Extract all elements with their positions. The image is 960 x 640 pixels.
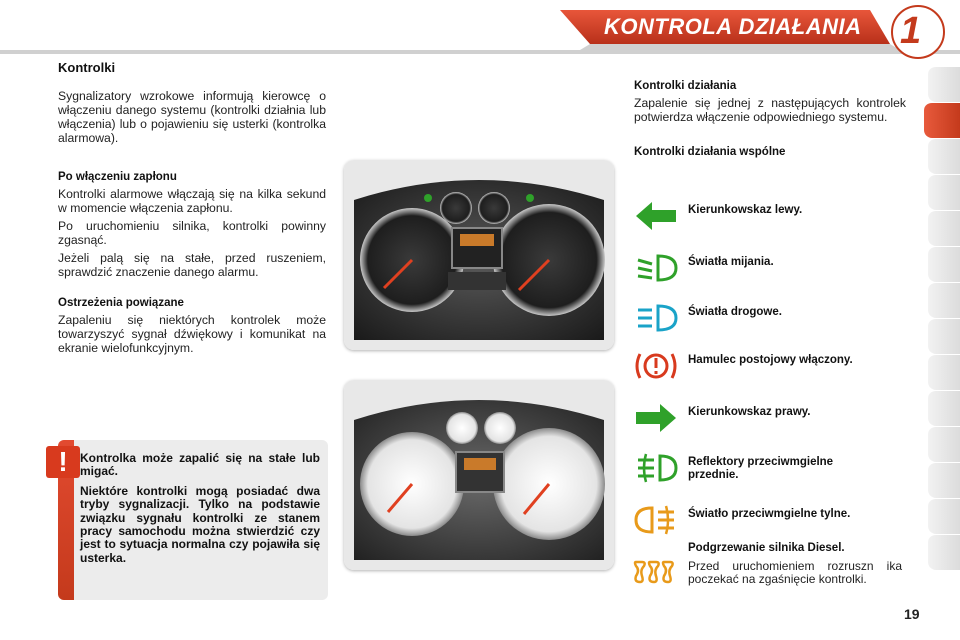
chapter-tab[interactable] bbox=[928, 498, 960, 534]
subsection-title: Po włączeniu zapłonu bbox=[58, 171, 177, 183]
legend-label: Podgrzewanie silnika Diesel. bbox=[688, 542, 845, 554]
chapter-number: 1 bbox=[900, 10, 922, 52]
chapter-tab-active[interactable] bbox=[924, 102, 960, 138]
legend-item bbox=[632, 348, 912, 388]
main-beam-icon bbox=[632, 300, 680, 336]
chapter-tab[interactable] bbox=[928, 534, 960, 570]
warning-text: Niektóre kontrolki mogą posiadać dwa tryby sygnalizacji. Tylko na podstawie związku sygnału kontrolki ze stanem pracy samochodu można stwierdzić czy jest to sytuacja normalna czy pojawiła się usterka. bbox=[80, 483, 320, 565]
exclamation-icon: ! bbox=[46, 446, 80, 478]
chapter-tabs bbox=[928, 66, 960, 576]
chapter-tab[interactable] bbox=[928, 426, 960, 462]
legend-item bbox=[632, 250, 912, 290]
rear-fog-icon bbox=[632, 502, 680, 538]
chapter-tab[interactable] bbox=[928, 354, 960, 390]
paragraph: Jeżeli palą się na stałe, przed ruszeniem, sprawdzić znaczenie danego alarmu. bbox=[58, 251, 326, 279]
legend-item bbox=[632, 400, 912, 440]
legend-label: Reflektory przeciwmgielne przednie. bbox=[688, 456, 834, 481]
legend-label: Kierunkowskaz prawy. bbox=[688, 406, 811, 418]
paragraph: Kontrolki alarmowe włączają się na kilka sekund w momencie włączenia zapłonu. bbox=[58, 187, 326, 215]
paragraph: Po uruchomieniu silnika, kontrolki powinny zgasnąć. bbox=[58, 219, 326, 247]
chapter-tab[interactable] bbox=[928, 390, 960, 426]
legend-item bbox=[632, 450, 912, 490]
section-title: Kontrolki bbox=[58, 60, 116, 75]
chapter-tab[interactable] bbox=[928, 462, 960, 498]
chapter-tab[interactable] bbox=[928, 66, 960, 102]
dipped-beam-icon bbox=[632, 250, 680, 286]
chapter-tab[interactable] bbox=[928, 318, 960, 354]
chapter-tab[interactable] bbox=[928, 174, 960, 210]
subsection-title: Ostrzeżenia powiązane bbox=[58, 297, 184, 309]
chapter-tab[interactable] bbox=[928, 282, 960, 318]
instrument-cluster-photo-dark bbox=[344, 160, 614, 350]
right-column bbox=[634, 80, 906, 162]
legend-label: Światła drogowe. bbox=[688, 306, 782, 318]
legend-label: Hamulec postojowy włączony. bbox=[688, 354, 853, 366]
paragraph: Zapaleniu się niektórych kontrolek może towarzyszyć sygnał dźwiękowy i komunikat na ekranie wielofunkcyjnym. bbox=[58, 313, 326, 355]
intro-text: Sygnalizatory wzrokowe informują kierowcę o włączeniu danego systemu (kontrolki działnia lub włączenia) lub o pojawieniu się usterki (kontrolka alarmowa). bbox=[58, 89, 326, 145]
warning-box bbox=[58, 440, 328, 600]
parking-brake-icon bbox=[632, 348, 680, 384]
chapter-tab[interactable] bbox=[928, 210, 960, 246]
front-fog-icon bbox=[632, 450, 680, 486]
legend-description: Przed uruchomieniem rozruszn ika poczekać na zgaśnięcie kontrolki. bbox=[688, 559, 902, 586]
left-turn-arrow-icon bbox=[632, 198, 680, 234]
right-turn-arrow-icon bbox=[632, 400, 680, 436]
subsection-title: Kontrolki działania wspólne bbox=[634, 146, 786, 158]
chapter-tab[interactable] bbox=[928, 246, 960, 282]
diesel-preheat-icon bbox=[632, 554, 680, 590]
left-column bbox=[58, 60, 326, 359]
warning-text: Kontrolka może zapalić się na stałe lub migać. bbox=[80, 451, 320, 479]
legend-item bbox=[632, 198, 912, 238]
legend-item bbox=[632, 502, 912, 542]
page-number: 19 bbox=[904, 606, 920, 622]
chapter-tab[interactable] bbox=[928, 138, 960, 174]
legend-label: Światło przeciwmgielne tylne. bbox=[688, 508, 851, 520]
paragraph: Zapalenie się jednej z następujących kontrolek potwierdza włączenie odpowiedniego systemu. bbox=[634, 96, 906, 124]
page-title: KONTROLA DZIAŁANIA bbox=[604, 14, 862, 39]
subsection-title: Kontrolki działania bbox=[634, 80, 737, 92]
legend-item bbox=[632, 300, 912, 340]
legend-label: Światła mijania. bbox=[688, 256, 774, 268]
instrument-cluster-photo-light bbox=[344, 380, 614, 570]
legend-label: Kierunkowskaz lewy. bbox=[688, 204, 803, 216]
legend-item bbox=[632, 540, 912, 604]
